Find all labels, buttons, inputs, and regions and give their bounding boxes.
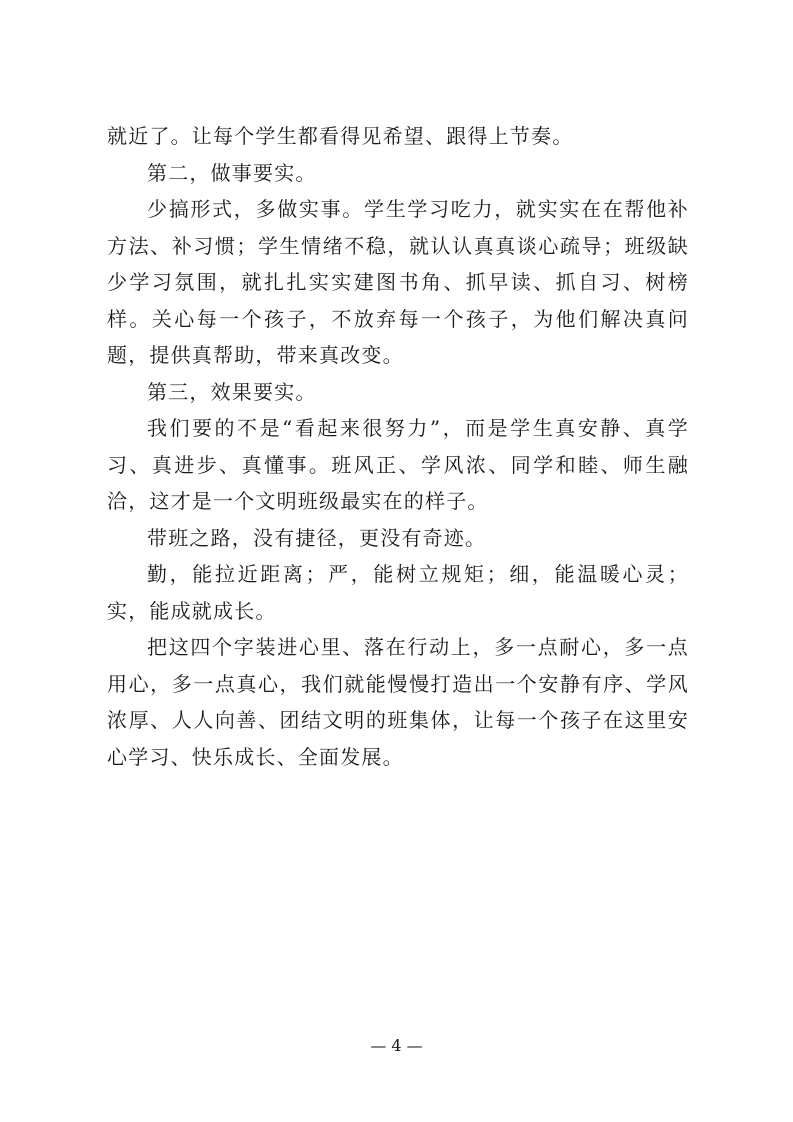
paragraph: 勤，能拉近距离；严，能树立规矩；细，能温暖心灵；实，能成就成长。 xyxy=(107,562,689,623)
paragraph: 就近了。让每个学生都看得见希望、跟得上节奏。 xyxy=(107,124,574,148)
paragraph: 我们要的不是“看起来很努力”，而是学生真安静、真学习、真进步、真懂事。班风正、学风浓、同学和睦、师生融洽，这才是一个文明班级最实在的样子。 xyxy=(107,416,689,513)
paragraph: 把这四个字装进心里、落在行动上，多一点耐心，多一点用心，多一点真心，我们就能慢慢打造出一个安静有序、学风浓厚、人人向善、团结文明的班集体，让每一个孩子在这里安心学习、快乐成长、全面发展。 xyxy=(107,635,689,769)
paragraph: 带班之路，没有捷径，更没有奇迹。 xyxy=(147,525,487,550)
paragraph: 少搞形式，多做实事。学生学习吃力，就实实在在帮他补方法、补习惯；学生情绪不稳，就认认真真谈心疏导；班级缺少学习氛围，就扎扎实实建图书角、抓早读、抓自习、树榜样。关心每一个孩子，不放弃每一个孩子，为他们解决真问题，提供真帮助，带来真改变。 xyxy=(107,197,689,367)
page-number: — 4 — xyxy=(370,1036,423,1055)
section-heading-second: 第二，做事要实。 xyxy=(147,160,317,185)
body-text xyxy=(107,118,689,775)
section-heading-third: 第三，效果要实。 xyxy=(147,379,317,404)
